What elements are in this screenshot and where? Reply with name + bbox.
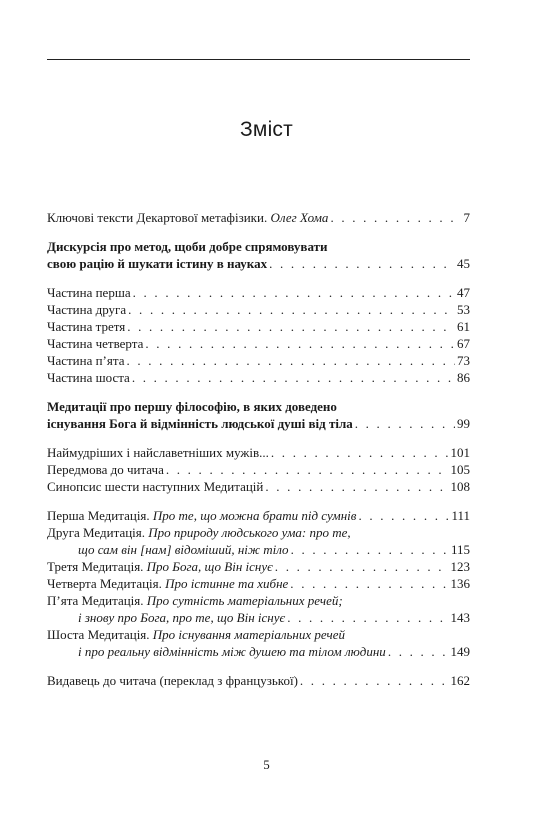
toc-entry-subtitle: що сам він [нам] відоміший, ніж тіло (78, 542, 289, 557)
toc-page-number: 45 (457, 256, 470, 271)
toc-entry-meditations-line1[interactable]: Медитації про першу філософію, в яких доведено (47, 399, 337, 414)
toc-entry-meditation-3[interactable] (47, 558, 470, 575)
toc-page-number: 61 (457, 319, 470, 334)
toc-page-number: 7 (463, 210, 470, 225)
table-of-contents (47, 209, 470, 689)
toc-page-number: 101 (450, 445, 470, 460)
toc-entry-title: Видавець до читача (переклад з французької) (47, 673, 298, 688)
toc-entry-title: Перша Медитація. (47, 508, 153, 523)
toc-entry-title: Частина третя (47, 319, 126, 334)
toc-entry-title: Друга Медитація. (47, 525, 149, 540)
toc-entry-title: П’ята Медитація. (47, 593, 147, 608)
toc-entry-part-1[interactable] (47, 284, 470, 301)
toc-entry-meditation-2-line1[interactable] (47, 524, 470, 541)
toc-entry-title: Передмова до читача (47, 462, 164, 477)
toc-entry-dedication[interactable] (47, 444, 470, 461)
toc-entry-meditation-5-line1[interactable] (47, 592, 470, 609)
toc-page-number: 162 (450, 673, 470, 688)
dot-leader (271, 444, 449, 461)
toc-entry-title: свою рацію й шукати істину в науках (47, 256, 268, 271)
toc-page-number: 149 (450, 644, 470, 659)
toc-entry-title: Частина четверта (47, 336, 144, 351)
toc-entry-title: Третя Медитація. (47, 559, 147, 574)
toc-entry-title: Наймудріших і найславетніших мужів... (47, 445, 269, 460)
dot-leader (330, 209, 461, 226)
dot-leader (132, 369, 455, 386)
toc-entry-preface[interactable] (47, 461, 470, 478)
toc-entry-subtitle: Про існування матеріальних речей (152, 627, 345, 642)
toc-entry-subtitle: Про істинне та хибне (165, 576, 289, 591)
dot-leader (265, 478, 448, 495)
dot-leader (287, 609, 448, 626)
dot-leader (126, 352, 455, 369)
dot-leader (128, 301, 455, 318)
dot-leader (355, 415, 455, 432)
toc-entry-meditation-6-line1[interactable] (47, 626, 470, 643)
toc-entry-title: Ключові тексти Декартової метафізики. (47, 210, 271, 225)
dot-leader (269, 255, 455, 272)
toc-entry-meditation-5[interactable] (47, 609, 470, 626)
toc-entry-author: Олег Хома (270, 210, 329, 225)
toc-entry-publisher[interactable] (47, 672, 470, 689)
toc-entry-discourse[interactable] (47, 255, 470, 272)
toc-entry-title: Четверта Медитація. (47, 576, 166, 591)
toc-entry-intro[interactable] (47, 209, 470, 226)
toc-entry-synopsis[interactable] (47, 478, 470, 495)
toc-entry-discourse-line1[interactable]: Дискурсія про метод, щоби добре спрямовувати (47, 239, 328, 254)
toc-entry-subtitle: Про Бога, що Він існує (146, 559, 273, 574)
toc-page-number: 115 (450, 542, 470, 557)
toc-entry-subtitle: і знову про Бога, про те, що Він існує (78, 610, 286, 625)
toc-page-number: 105 (450, 462, 470, 477)
dot-leader (300, 672, 449, 689)
toc-entry-title: існування Бога й відмінність людської душі від тіла (47, 416, 353, 431)
toc-entry-subtitle: Про те, що можна брати під сумнів (152, 508, 357, 523)
toc-page-number: 47 (457, 285, 470, 300)
toc-entry-part-6[interactable] (47, 369, 470, 386)
toc-entry-part-2[interactable] (47, 301, 470, 318)
toc-page-number: 143 (450, 610, 470, 625)
top-rule (47, 59, 470, 60)
dot-leader (358, 507, 449, 524)
toc-entry-meditation-4[interactable] (47, 575, 470, 592)
page-title: Зміст (240, 118, 293, 141)
toc-page-number: 99 (457, 416, 470, 431)
toc-entry-meditation-6[interactable] (47, 643, 470, 660)
dot-leader (291, 541, 449, 558)
toc-page-number: 53 (457, 302, 470, 317)
toc-entry-part-5[interactable] (47, 352, 470, 369)
toc-entry-title: Шоста Медитація. (47, 627, 153, 642)
toc-entry-part-3[interactable] (47, 318, 470, 335)
toc-entry-subtitle: і про реальну відмінність між душею та тілом людини (78, 644, 386, 659)
dot-leader (133, 284, 455, 301)
toc-entry-subtitle: Про сутність матеріальних речей; (146, 593, 343, 608)
page-number: 5 (263, 757, 270, 772)
toc-page-number: 111 (451, 508, 470, 523)
toc-page-number: 67 (457, 336, 470, 351)
toc-page-number: 86 (457, 370, 470, 385)
toc-page-number: 123 (450, 559, 470, 574)
toc-entry-part-4[interactable] (47, 335, 470, 352)
toc-entry-meditations[interactable] (47, 415, 470, 432)
toc-entry-title: Частина друга (47, 302, 127, 317)
dot-leader (145, 335, 455, 352)
dot-leader (127, 318, 455, 335)
toc-entry-title: Частина шоста (47, 370, 130, 385)
dot-leader (166, 461, 449, 478)
toc-page-number: 108 (450, 479, 470, 494)
toc-entry-title: Частина п’ята (47, 353, 125, 368)
toc-entry-meditation-2[interactable] (47, 541, 470, 558)
dot-leader (275, 558, 449, 575)
dot-leader (290, 575, 448, 592)
dot-leader (388, 643, 449, 660)
toc-entry-title: Синопсис шести наступних Медитацій (47, 479, 264, 494)
toc-entry-meditation-1[interactable] (47, 507, 470, 524)
toc-page-number: 136 (450, 576, 470, 591)
toc-page-number: 73 (457, 353, 470, 368)
toc-entry-subtitle: Про природу людського ума: про те, (148, 525, 351, 540)
toc-entry-title: Частина перша (47, 285, 131, 300)
